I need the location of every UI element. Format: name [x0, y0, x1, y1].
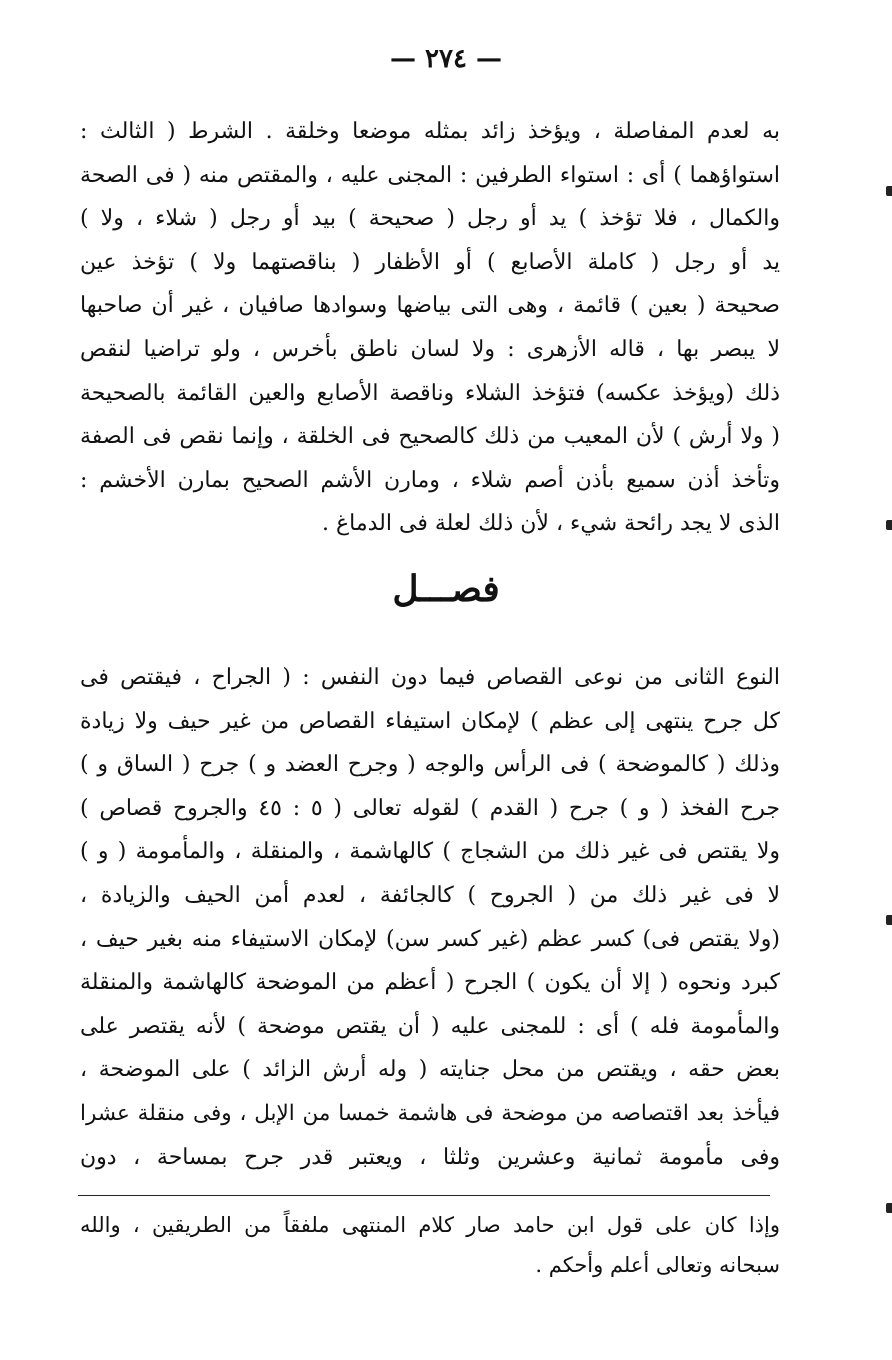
body-text-block [80, 110, 780, 546]
text-line: كل جرح ينتهى إلى عظم ) لإمكان استيفاء القصاص من غير حيف ولا زيادة [80, 708, 780, 734]
text-line: كبرد ونحوه ( إلا أن يكون ) الجرح ( أعظم من الموضحة كالهاشمة والمنقلة [80, 970, 780, 996]
page-edge-mark [886, 520, 892, 530]
text-line: (ولا يقتص فى) كسر عظم (غير كسر سن) لإمكان الاستيفاء منه بغير حيف ، [80, 926, 780, 952]
footnote-divider [78, 1195, 770, 1196]
page-edge-mark [886, 1203, 892, 1213]
text-line: الذى لا يجد رائحة شيء ، لأن ذلك لعلة فى الدماغ . [322, 511, 780, 537]
text-line: والكمال ، فلا تؤخذ ) يد أو رجل ( صحيحة ) بيد أو رجل ( شلاء ، ولا ) [80, 206, 780, 232]
section-text-block [80, 656, 780, 1179]
text-line: جرح الفخذ ( و ) جرح ( القدم ) لقوله تعالى ( ٥ : ٤٥ والجروح قصاص ) [80, 795, 780, 821]
text-line: وتأخذ أذن سميع بأذن أصم شلاء ، ومارن الأشم الصحيح بمارن الأخشم : [80, 467, 780, 493]
text-line: ذلك (ويؤخذ عكسه) فتؤخذ الشلاء وناقصة الأصابع والعين القائمة بالصحيحة [80, 380, 780, 406]
page-number: — ٢٧٤ — [389, 44, 503, 74]
text-line: ( ولا أرش ) لأن المعيب من ذلك كالصحيح فى الخلقة ، وإنما نقص فى الصفة [80, 424, 780, 450]
text-line: لا يبصر بها ، قاله الأزهرى : ولا لسان ناطق بأخرس ، ولو تراضيا لنقص [80, 336, 780, 362]
footnote-line: وإذا كان على قول ابن حامد صار كلام المنتهى ملفقاً من الطريقين ، والله [80, 1213, 780, 1237]
page-edge-mark [886, 186, 892, 196]
text-line: صحيحة ( بعين ) قائمة ، وهى التى بياضها وسوادها صافيان ، غير أن صاحبها [80, 293, 780, 319]
section-heading: فصـــل [392, 568, 500, 610]
text-line: ولا يقتص فى غير ذلك من الشجاج ) كالهاشمة ، والمنقلة ، والمأمومة ( و ) [80, 839, 780, 865]
text-line: لا فى غير ذلك من ( الجروح ) كالجائفة ، لعدم أمن الحيف والزيادة ، [80, 882, 780, 908]
text-line: وذلك ( كالموضحة ) فى الرأس والوجه ( وجرح العضد و ) جرح ( الساق و ) [80, 752, 780, 778]
text-line: وفى مأمومة ثمانية وعشرين وثلثا ، ويعتبر قدر جرح بمساحة ، دون [80, 1144, 780, 1170]
text-line: استواؤهما ) أى : استواء الطرفين : المجنى عليه ، والمقتص منه ( فى الصحة [80, 162, 780, 188]
text-line: النوع الثانى من نوعى القصاص فيما دون النفس : ( الجراح ، فيقتص فى [80, 665, 780, 690]
text-line: به لعدم المفاصلة ، ويؤخذ زائد بمثله موضعا وخلقة . الشرط ( الثالث : [80, 119, 780, 144]
page-edge-mark [886, 915, 892, 925]
text-line: والمأمومة فله ) أى : للمجنى عليه ( أن يقتص موضحة ) لأنه يقتصر على [80, 1013, 780, 1039]
text-line: يد أو رجل ( كاملة الأصابع ) أو الأظفار ( بناقصتهما ولا ) تؤخذ عين [80, 249, 780, 275]
text-line: بعض حقه ، ويقتص من محل جنايته ( وله أرش الزائد ) على الموضحة ، [80, 1057, 780, 1083]
footnote-line: سبحانه وتعالى أعلم وأحكم . [535, 1253, 780, 1277]
footnote-block [80, 1205, 780, 1285]
text-line: فيأخذ بعد اقتصاصه من موضحة فى هاشمة خمسا من الإبل ، وفى منقلة عشرا [80, 1100, 780, 1126]
